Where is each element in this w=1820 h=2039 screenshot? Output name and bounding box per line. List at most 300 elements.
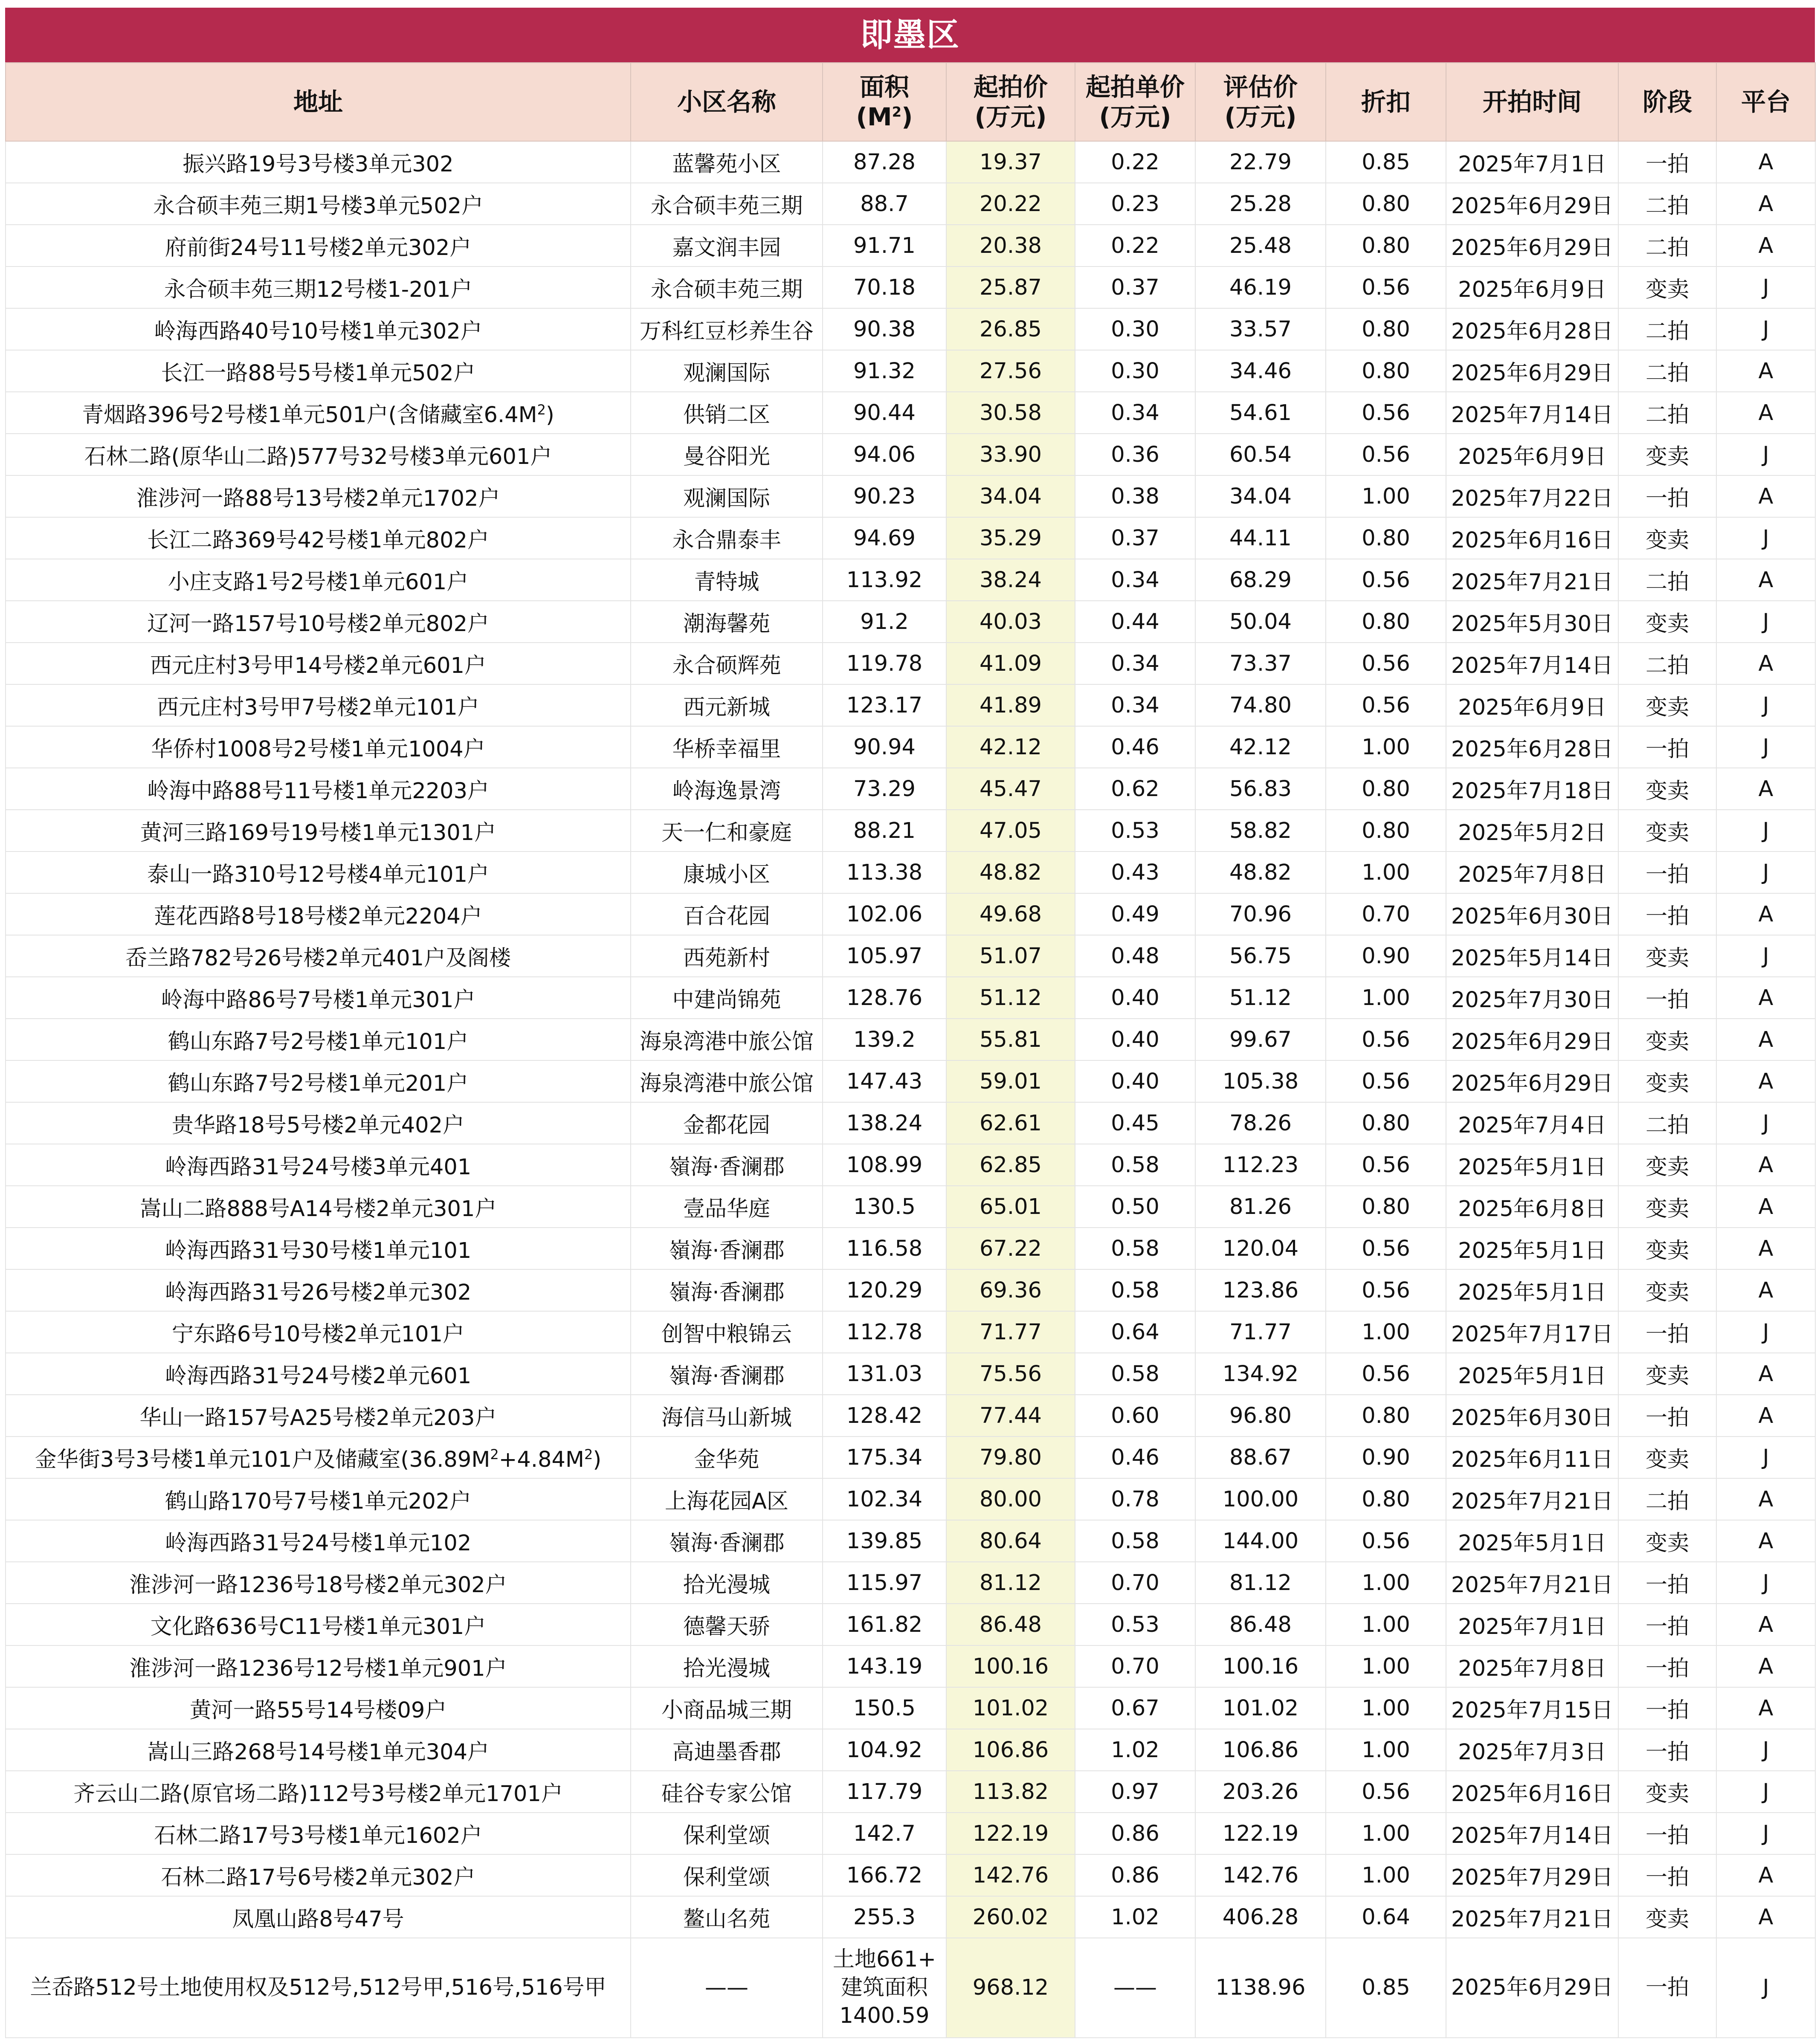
cell-stage: 变卖: [1618, 434, 1716, 475]
cell-discount: 1.00: [1326, 1604, 1446, 1645]
cell-stage: 二拍: [1618, 350, 1716, 392]
cell-stage: 二拍: [1618, 1478, 1716, 1520]
cell-platform: J: [1716, 1102, 1815, 1144]
cell-discount: 1.00: [1326, 726, 1446, 768]
cell-start-price: 62.61: [946, 1102, 1075, 1144]
cell-appraisal: 74.80: [1195, 684, 1326, 726]
cell-discount: 1.00: [1326, 1729, 1446, 1771]
cell-community: 嶺海·香澜郡: [631, 1144, 823, 1186]
cell-start-price: 27.56: [946, 350, 1075, 392]
cell-discount: 0.90: [1326, 1437, 1446, 1478]
cell-start-price: 41.09: [946, 643, 1075, 684]
table-row: [6, 1144, 1815, 1186]
cell-platform: A: [1716, 893, 1815, 935]
cell-start-price: 100.16: [946, 1645, 1075, 1687]
cell-start-time: 2025年6月29日: [1446, 1019, 1618, 1060]
header-unit-price: 起拍单价 (万元): [1075, 63, 1195, 141]
cell-area: 130.5: [823, 1186, 946, 1228]
cell-discount: 0.80: [1326, 1102, 1446, 1144]
cell-stage: 二拍: [1618, 183, 1716, 225]
cell-address: 兰岙路512号土地使用权及512号,512号甲,516号,516号甲: [6, 1938, 631, 2038]
cell-start-price: 75.56: [946, 1353, 1075, 1395]
cell-discount: 0.80: [1326, 225, 1446, 266]
cell-discount: 1.00: [1326, 1645, 1446, 1687]
table-row: [6, 225, 1815, 266]
cell-platform: J: [1716, 308, 1815, 350]
header-appraisal: 评估价 (万元): [1195, 63, 1326, 141]
cell-address: 振兴路19号3号楼3单元302: [6, 141, 631, 183]
cell-community: 金华苑: [631, 1437, 823, 1478]
cell-discount: 1.00: [1326, 977, 1446, 1019]
cell-start-time: 2025年7月22日: [1446, 475, 1618, 517]
cell-appraisal: 48.82: [1195, 852, 1326, 893]
cell-start-price: 40.03: [946, 601, 1075, 643]
cell-area: 94.06: [823, 434, 946, 475]
cell-discount: 0.56: [1326, 1771, 1446, 1813]
table-row: [6, 1353, 1815, 1395]
cell-discount: 0.80: [1326, 517, 1446, 559]
cell-platform: A: [1716, 1144, 1815, 1186]
cell-unit-price: 0.37: [1075, 517, 1195, 559]
cell-platform: A: [1716, 1186, 1815, 1228]
table-row: [6, 1019, 1815, 1060]
cell-area: 87.28: [823, 141, 946, 183]
cell-stage: 变卖: [1618, 517, 1716, 559]
table-row: [6, 893, 1815, 935]
cell-stage: 一拍: [1618, 1645, 1716, 1687]
cell-start-price: 55.81: [946, 1019, 1075, 1060]
cell-start-time: 2025年5月2日: [1446, 810, 1618, 852]
header-stage: 阶段: [1618, 63, 1716, 141]
cell-stage: 一拍: [1618, 141, 1716, 183]
cell-appraisal: 78.26: [1195, 1102, 1326, 1144]
cell-area: 119.78: [823, 643, 946, 684]
table-body: [6, 141, 1815, 2038]
table-row: [6, 684, 1815, 726]
cell-start-price: 59.01: [946, 1060, 1075, 1102]
table-row: [6, 1687, 1815, 1729]
cell-start-time: 2025年7月14日: [1446, 1813, 1618, 1854]
cell-unit-price: 0.46: [1075, 1437, 1195, 1478]
cell-stage: 变卖: [1618, 810, 1716, 852]
cell-unit-price: 0.64: [1075, 1311, 1195, 1353]
cell-start-price: 26.85: [946, 308, 1075, 350]
cell-start-time: 2025年5月14日: [1446, 935, 1618, 977]
cell-unit-price: 0.37: [1075, 266, 1195, 308]
cell-community: 鳌山名苑: [631, 1896, 823, 1938]
table-row: [6, 183, 1815, 225]
cell-community: 嶺海·香澜郡: [631, 1269, 823, 1311]
cell-start-time: 2025年6月11日: [1446, 1437, 1618, 1478]
cell-start-price: 30.58: [946, 392, 1075, 434]
table-row: [6, 1562, 1815, 1604]
cell-start-price: 41.89: [946, 684, 1075, 726]
table-row: [6, 935, 1815, 977]
cell-appraisal: 101.02: [1195, 1687, 1326, 1729]
cell-start-time: 2025年7月4日: [1446, 1102, 1618, 1144]
cell-appraisal: 96.80: [1195, 1395, 1326, 1437]
cell-area: 102.06: [823, 893, 946, 935]
cell-community: 嶺海·香澜郡: [631, 1520, 823, 1562]
cell-address: 岭海西路31号24号楼2单元601: [6, 1353, 631, 1395]
table-row: [6, 1102, 1815, 1144]
table-row: [6, 1854, 1815, 1896]
cell-community: 西元新城: [631, 684, 823, 726]
cell-start-time: 2025年5月1日: [1446, 1520, 1618, 1562]
cell-start-price: 62.85: [946, 1144, 1075, 1186]
cell-appraisal: 122.19: [1195, 1813, 1326, 1854]
cell-discount: 0.80: [1326, 350, 1446, 392]
cell-stage: 一拍: [1618, 893, 1716, 935]
table-row: [6, 643, 1815, 684]
cell-community: 保利堂颂: [631, 1854, 823, 1896]
cell-start-time: 2025年5月1日: [1446, 1228, 1618, 1269]
cell-start-price: 35.29: [946, 517, 1075, 559]
cell-discount: 0.80: [1326, 810, 1446, 852]
cell-area: 102.34: [823, 1478, 946, 1520]
cell-appraisal: 203.26: [1195, 1771, 1326, 1813]
cell-platform: A: [1716, 350, 1815, 392]
cell-unit-price: 0.58: [1075, 1520, 1195, 1562]
cell-stage: 变卖: [1618, 1520, 1716, 1562]
cell-address: 莲花西路8号18号楼2单元2204户: [6, 893, 631, 935]
cell-address: 西元庄村3号甲14号楼2单元601户: [6, 643, 631, 684]
cell-area: 161.82: [823, 1604, 946, 1645]
table-row: [6, 1478, 1815, 1520]
cell-unit-price: 0.40: [1075, 1019, 1195, 1060]
cell-platform: A: [1716, 1896, 1815, 1938]
cell-stage: 一拍: [1618, 475, 1716, 517]
cell-address: 永合硕丰苑三期1号楼3单元502户: [6, 183, 631, 225]
cell-discount: 0.80: [1326, 1186, 1446, 1228]
cell-address: 淮涉河一路1236号12号楼1单元901户: [6, 1645, 631, 1687]
cell-start-time: 2025年6月29日: [1446, 1938, 1618, 2038]
cell-community: 西苑新村: [631, 935, 823, 977]
cell-start-price: 38.24: [946, 559, 1075, 601]
cell-stage: 一拍: [1618, 852, 1716, 893]
table-row: [6, 1771, 1815, 1813]
cell-discount: 1.00: [1326, 1311, 1446, 1353]
cell-unit-price: 0.40: [1075, 977, 1195, 1019]
cell-start-price: 106.86: [946, 1729, 1075, 1771]
cell-area: 73.29: [823, 768, 946, 810]
table-row: [6, 1604, 1815, 1645]
cell-address: 岭海西路31号24号楼3单元401: [6, 1144, 631, 1186]
cell-start-time: 2025年7月14日: [1446, 392, 1618, 434]
cell-start-time: 2025年7月17日: [1446, 1311, 1618, 1353]
cell-stage: 一拍: [1618, 1813, 1716, 1854]
cell-address: 泰山一路310号12号楼4单元101户: [6, 852, 631, 893]
cell-area: 123.17: [823, 684, 946, 726]
cell-community: 供销二区: [631, 392, 823, 434]
cell-unit-price: 0.58: [1075, 1269, 1195, 1311]
cell-stage: 变卖: [1618, 1437, 1716, 1478]
district-title: 即墨区: [5, 8, 1815, 62]
cell-discount: 0.85: [1326, 1938, 1446, 2038]
cell-platform: J: [1716, 726, 1815, 768]
cell-community: 壹品华庭: [631, 1186, 823, 1228]
cell-address: 华山一路157号A25号楼2单元203户: [6, 1395, 631, 1437]
cell-unit-price: 0.86: [1075, 1813, 1195, 1854]
cell-start-price: 80.00: [946, 1478, 1075, 1520]
cell-discount: 0.56: [1326, 643, 1446, 684]
cell-area: 138.24: [823, 1102, 946, 1144]
cell-unit-price: 0.58: [1075, 1353, 1195, 1395]
cell-start-price: 19.37: [946, 141, 1075, 183]
cell-unit-price: 0.58: [1075, 1228, 1195, 1269]
cell-community: 嶺海·香澜郡: [631, 1353, 823, 1395]
cell-start-price: 77.44: [946, 1395, 1075, 1437]
cell-platform: A: [1716, 977, 1815, 1019]
cell-appraisal: 60.54: [1195, 434, 1326, 475]
cell-start-time: 2025年7月21日: [1446, 1896, 1618, 1938]
cell-address: 长江一路88号5号楼1单元502户: [6, 350, 631, 392]
cell-discount: 1.00: [1326, 1687, 1446, 1729]
cell-discount: 0.56: [1326, 434, 1446, 475]
cell-address: 青烟路396号2号楼1单元501户(含储藏室$6.4M^2$): [6, 392, 631, 434]
cell-address: 岭海中路86号7号楼1单元301户: [6, 977, 631, 1019]
cell-address: 黄河一路55号14号楼09户: [6, 1687, 631, 1729]
cell-unit-price: 0.53: [1075, 810, 1195, 852]
cell-unit-price: 0.36: [1075, 434, 1195, 475]
table-row: [6, 559, 1815, 601]
cell-start-time: 2025年6月28日: [1446, 308, 1618, 350]
cell-discount: 0.56: [1326, 1228, 1446, 1269]
table-row: [6, 266, 1815, 308]
cell-stage: 一拍: [1618, 1938, 1716, 2038]
cell-platform: A: [1716, 1520, 1815, 1562]
cell-platform: J: [1716, 1437, 1815, 1478]
cell-discount: 0.56: [1326, 1353, 1446, 1395]
cell-start-time: 2025年7月21日: [1446, 1478, 1618, 1520]
auction-table: [5, 62, 1816, 2038]
cell-address: 长江二路369号42号楼1单元802户: [6, 517, 631, 559]
cell-appraisal: 73.37: [1195, 643, 1326, 684]
cell-address: 齐云山二路(原官场二路)112号3号楼2单元1701户: [6, 1771, 631, 1813]
cell-discount: 1.00: [1326, 852, 1446, 893]
cell-start-time: 2025年6月29日: [1446, 183, 1618, 225]
cell-address: 文化路636号C11号楼1单元301户: [6, 1604, 631, 1645]
cell-start-price: 20.38: [946, 225, 1075, 266]
cell-unit-price: 0.44: [1075, 601, 1195, 643]
cell-stage: 变卖: [1618, 1353, 1716, 1395]
cell-address: 岭海西路31号26号楼2单元302: [6, 1269, 631, 1311]
cell-start-time: 2025年7月1日: [1446, 141, 1618, 183]
cell-start-price: 113.82: [946, 1771, 1075, 1813]
cell-platform: A: [1716, 1645, 1815, 1687]
cell-start-price: 51.12: [946, 977, 1075, 1019]
cell-unit-price: 0.22: [1075, 141, 1195, 183]
cell-community: 曼谷阳光: [631, 434, 823, 475]
cell-appraisal: 100.16: [1195, 1645, 1326, 1687]
cell-community: 永合硕辉苑: [631, 643, 823, 684]
cell-stage: 一拍: [1618, 1729, 1716, 1771]
cell-area: 117.79: [823, 1771, 946, 1813]
cell-address: 黄河三路169号19号楼1单元1301户: [6, 810, 631, 852]
cell-address: 贵华路18号5号楼2单元402户: [6, 1102, 631, 1144]
cell-platform: A: [1716, 1269, 1815, 1311]
cell-start-price: 51.07: [946, 935, 1075, 977]
cell-unit-price: 0.43: [1075, 852, 1195, 893]
cell-appraisal: 144.00: [1195, 1520, 1326, 1562]
cell-start-time: 2025年6月16日: [1446, 517, 1618, 559]
cell-discount: 0.80: [1326, 308, 1446, 350]
cell-platform: J: [1716, 1938, 1815, 2038]
cell-community: 拾光漫城: [631, 1562, 823, 1604]
cell-appraisal: 120.04: [1195, 1228, 1326, 1269]
cell-stage: 一拍: [1618, 1395, 1716, 1437]
cell-community: 观澜国际: [631, 350, 823, 392]
cell-unit-price: 0.34: [1075, 643, 1195, 684]
cell-start-time: 2025年6月9日: [1446, 266, 1618, 308]
cell-start-time: 2025年6月29日: [1446, 350, 1618, 392]
cell-stage: 二拍: [1618, 225, 1716, 266]
cell-unit-price: 0.22: [1075, 225, 1195, 266]
cell-unit-price: 0.49: [1075, 893, 1195, 935]
cell-address: 辽河一路157号10号楼2单元802户: [6, 601, 631, 643]
cell-platform: A: [1716, 643, 1815, 684]
cell-area: 土地661+ 建筑面积 1400.59: [823, 1938, 946, 2038]
cell-discount: 0.80: [1326, 1395, 1446, 1437]
cell-address: 府前街24号11号楼2单元302户: [6, 225, 631, 266]
table-row: [6, 475, 1815, 517]
cell-unit-price: 0.97: [1075, 1771, 1195, 1813]
cell-appraisal: 70.96: [1195, 893, 1326, 935]
cell-community: 硅谷专家公馆: [631, 1771, 823, 1813]
cell-platform: A: [1716, 1019, 1815, 1060]
cell-address: 永合硕丰苑三期12号楼1-201户: [6, 266, 631, 308]
cell-area: 112.78: [823, 1311, 946, 1353]
table-row: [6, 977, 1815, 1019]
cell-start-time: 2025年6月30日: [1446, 893, 1618, 935]
cell-platform: A: [1716, 475, 1815, 517]
cell-stage: 二拍: [1618, 643, 1716, 684]
cell-platform: A: [1716, 1353, 1815, 1395]
cell-appraisal: 22.79: [1195, 141, 1326, 183]
cell-platform: A: [1716, 392, 1815, 434]
cell-start-time: 2025年7月8日: [1446, 1645, 1618, 1687]
table-row: [6, 1228, 1815, 1269]
cell-address: 金华街3号3号楼1单元101户及储藏室$(36.89M^2+4.84M^2)$: [6, 1437, 631, 1478]
cell-start-time: 2025年6月9日: [1446, 434, 1618, 475]
cell-appraisal: 134.92: [1195, 1353, 1326, 1395]
cell-appraisal: 406.28: [1195, 1896, 1326, 1938]
cell-start-time: 2025年7月21日: [1446, 1562, 1618, 1604]
cell-stage: 一拍: [1618, 726, 1716, 768]
cell-discount: 0.80: [1326, 183, 1446, 225]
cell-start-price: 122.19: [946, 1813, 1075, 1854]
cell-platform: A: [1716, 183, 1815, 225]
cell-unit-price: 0.62: [1075, 768, 1195, 810]
cell-start-time: 2025年6月8日: [1446, 1186, 1618, 1228]
cell-unit-price: 0.78: [1075, 1478, 1195, 1520]
cell-start-time: 2025年7月15日: [1446, 1687, 1618, 1729]
cell-appraisal: 86.48: [1195, 1604, 1326, 1645]
cell-start-price: 48.82: [946, 852, 1075, 893]
header-discount: 折扣: [1326, 63, 1446, 141]
cell-area: 113.38: [823, 852, 946, 893]
cell-stage: 二拍: [1618, 308, 1716, 350]
cell-stage: 一拍: [1618, 1687, 1716, 1729]
cell-stage: 二拍: [1618, 1102, 1716, 1144]
cell-unit-price: 1.02: [1075, 1729, 1195, 1771]
cell-stage: 变卖: [1618, 1228, 1716, 1269]
cell-platform: A: [1716, 141, 1815, 183]
cell-area: 108.99: [823, 1144, 946, 1186]
cell-start-price: 42.12: [946, 726, 1075, 768]
cell-community: 万科红豆杉养生谷: [631, 308, 823, 350]
cell-appraisal: 46.19: [1195, 266, 1326, 308]
cell-stage: 变卖: [1618, 1019, 1716, 1060]
cell-address: 岭海中路88号11号楼1单元2203户: [6, 768, 631, 810]
cell-unit-price: 0.70: [1075, 1645, 1195, 1687]
table-row: [6, 768, 1815, 810]
cell-discount: 0.80: [1326, 1478, 1446, 1520]
cell-community: 保利堂颂: [631, 1813, 823, 1854]
cell-unit-price: 0.38: [1075, 475, 1195, 517]
cell-discount: 0.85: [1326, 141, 1446, 183]
cell-area: 88.7: [823, 183, 946, 225]
cell-start-price: 33.90: [946, 434, 1075, 475]
cell-platform: J: [1716, 517, 1815, 559]
cell-start-price: 67.22: [946, 1228, 1075, 1269]
cell-community: 永合硕丰苑三期: [631, 266, 823, 308]
cell-appraisal: 58.82: [1195, 810, 1326, 852]
cell-area: 128.42: [823, 1395, 946, 1437]
cell-platform: A: [1716, 1604, 1815, 1645]
cell-start-price: 260.02: [946, 1896, 1075, 1938]
cell-start-time: 2025年5月1日: [1446, 1353, 1618, 1395]
cell-stage: 变卖: [1618, 1060, 1716, 1102]
cell-stage: 变卖: [1618, 1186, 1716, 1228]
cell-start-time: 2025年7月29日: [1446, 1854, 1618, 1896]
cell-appraisal: 106.86: [1195, 1729, 1326, 1771]
cell-unit-price: 0.46: [1075, 726, 1195, 768]
cell-discount: 0.56: [1326, 266, 1446, 308]
cell-start-time: 2025年6月16日: [1446, 1771, 1618, 1813]
cell-address: 石林二路17号6号楼2单元302户: [6, 1854, 631, 1896]
cell-start-price: 101.02: [946, 1687, 1075, 1729]
cell-platform: J: [1716, 852, 1815, 893]
cell-unit-price: 0.53: [1075, 1604, 1195, 1645]
cell-appraisal: 54.61: [1195, 392, 1326, 434]
cell-appraisal: 34.46: [1195, 350, 1326, 392]
cell-appraisal: 81.12: [1195, 1562, 1326, 1604]
cell-appraisal: 44.11: [1195, 517, 1326, 559]
cell-address: 石林二路17号3号楼1单元1602户: [6, 1813, 631, 1854]
cell-appraisal: 1138.96: [1195, 1938, 1326, 2038]
cell-platform: J: [1716, 810, 1815, 852]
cell-area: 70.18: [823, 266, 946, 308]
cell-appraisal: 105.38: [1195, 1060, 1326, 1102]
header-address: 地址: [6, 63, 631, 141]
cell-address: 西元庄村3号甲7号楼2单元101户: [6, 684, 631, 726]
cell-stage: 变卖: [1618, 684, 1716, 726]
cell-start-price: 49.68: [946, 893, 1075, 935]
header-platform: 平台: [1716, 63, 1815, 141]
cell-platform: J: [1716, 434, 1815, 475]
cell-start-price: 20.22: [946, 183, 1075, 225]
cell-start-price: 45.47: [946, 768, 1075, 810]
cell-unit-price: 0.23: [1075, 183, 1195, 225]
table-row: [6, 1269, 1815, 1311]
table-row: [6, 1645, 1815, 1687]
cell-appraisal: 56.75: [1195, 935, 1326, 977]
cell-community: 永合鼎泰丰: [631, 517, 823, 559]
cell-stage: 二拍: [1618, 559, 1716, 601]
cell-start-price: 47.05: [946, 810, 1075, 852]
cell-start-time: 2025年7月21日: [1446, 559, 1618, 601]
